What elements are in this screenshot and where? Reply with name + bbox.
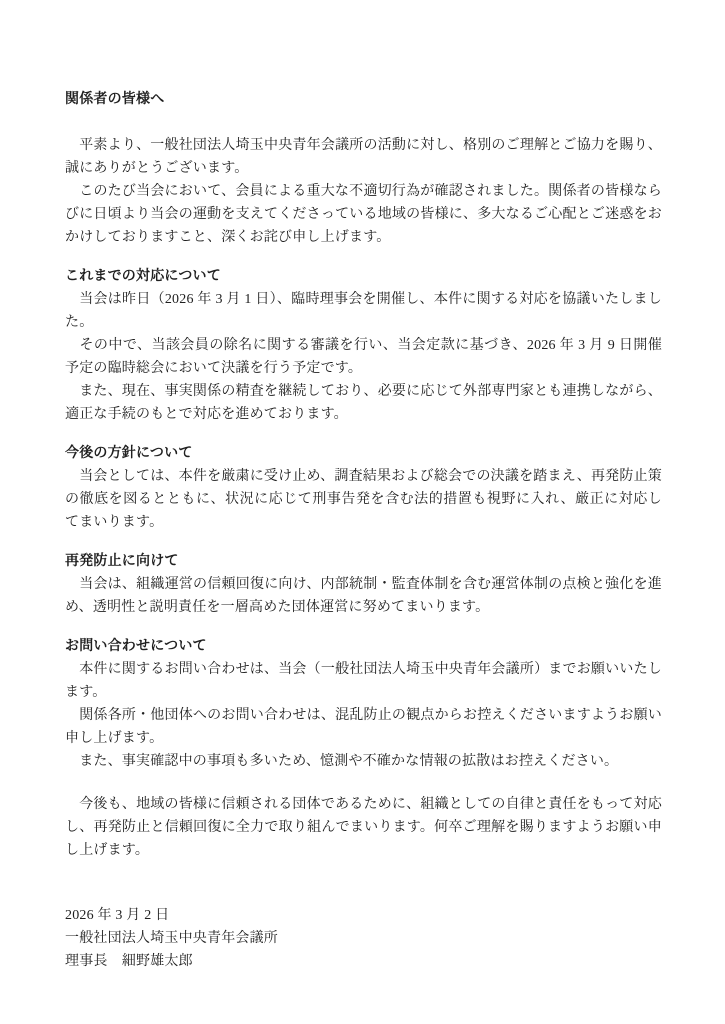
section-heading-recurrence-prevention: 再発防止に向けて <box>65 554 179 569</box>
body-paragraph: 関係各所・他団体へのお問い合わせは、混乱防止の観点からお控えくださいますようお願い申し上げます。 <box>65 708 662 746</box>
section-past-response <box>65 265 662 426</box>
section-heading-future-policy: 今後の方針について <box>65 446 193 461</box>
section-inquiries <box>65 635 662 773</box>
section-recurrence-prevention <box>65 550 662 619</box>
closing-paragraph: 今後も、地域の皆様に信頼される団体であるために、組織としての自律と責任をもって対応し、再発防止と信頼回復に全力で取り組んでまいります。何卒ご理解を賜りますようお願い申し上げます。 <box>65 797 662 858</box>
signature-date: 2026 年 3 月 2 日 <box>65 908 170 923</box>
body-paragraph: 当会は、組織運営の信頼回復に向け、内部統制・監査体制を含む運営体制の点検と強化を進め、透明性と説明責任を一層高めた団体運営に努めてまいります。 <box>65 577 662 615</box>
section-heading-inquiries: お問い合わせについて <box>65 639 207 654</box>
intro-paragraph: 平素より、一般社団法人埼玉中央青年会議所の活動に対し、格別のご理解とご協力を賜り、誠にありがとうございます。 <box>65 138 662 176</box>
signature-block <box>65 904 662 973</box>
body-paragraph: 当会は昨日（2026 年 3 月 1 日）、臨時理事会を開催し、本件に関する対応を協議いたしました。 <box>65 292 662 330</box>
signature-organization: 一般社団法人埼玉中央青年会議所 <box>65 931 278 946</box>
section-heading-past-response: これまでの対応について <box>65 269 221 284</box>
body-paragraph: また、現在、事実関係の精査を継続しており、必要に応じて外部専門家とも連携しながら、適正な手続のもとで対応を進めております。 <box>65 384 662 422</box>
body-paragraph: また、事実確認中の事項も多いため、憶測や不確かな情報の拡散はお控えください。 <box>65 754 619 769</box>
signature-signer: 理事長 細野雄太郎 <box>65 954 193 969</box>
body-paragraph: 本件に関するお問い合わせは、当会（一般社団法人埼玉中央青年会議所）までお願いいたします。 <box>65 662 662 700</box>
intro-paragraph: このたび当会において、会員による重大な不適切行為が確認されました。関係者の皆様ならびに日頃より当会の運動を支えてくださっている地域の皆様に、多大なるご心配とご迷惑をおかけしておりますこと、深くお詫び申し上げます。 <box>65 184 662 245</box>
section-future-policy <box>65 442 662 534</box>
salutation-heading: 関係者の皆様へ <box>65 92 165 107</box>
body-paragraph: 当会としては、本件を厳粛に受け止め、調査結果および総会での決議を踏まえ、再発防止策の徹底を図るとともに、状況に応じて刑事告発を含む法的措置も視野に入れ、厳正に対応してまいります。 <box>65 469 662 530</box>
body-paragraph: その中で、当該会員の除名に関する審議を行い、当会定款に基づき、2026 年 3 月 9 日開催予定の臨時総会において決議を行う予定です。 <box>65 338 662 376</box>
